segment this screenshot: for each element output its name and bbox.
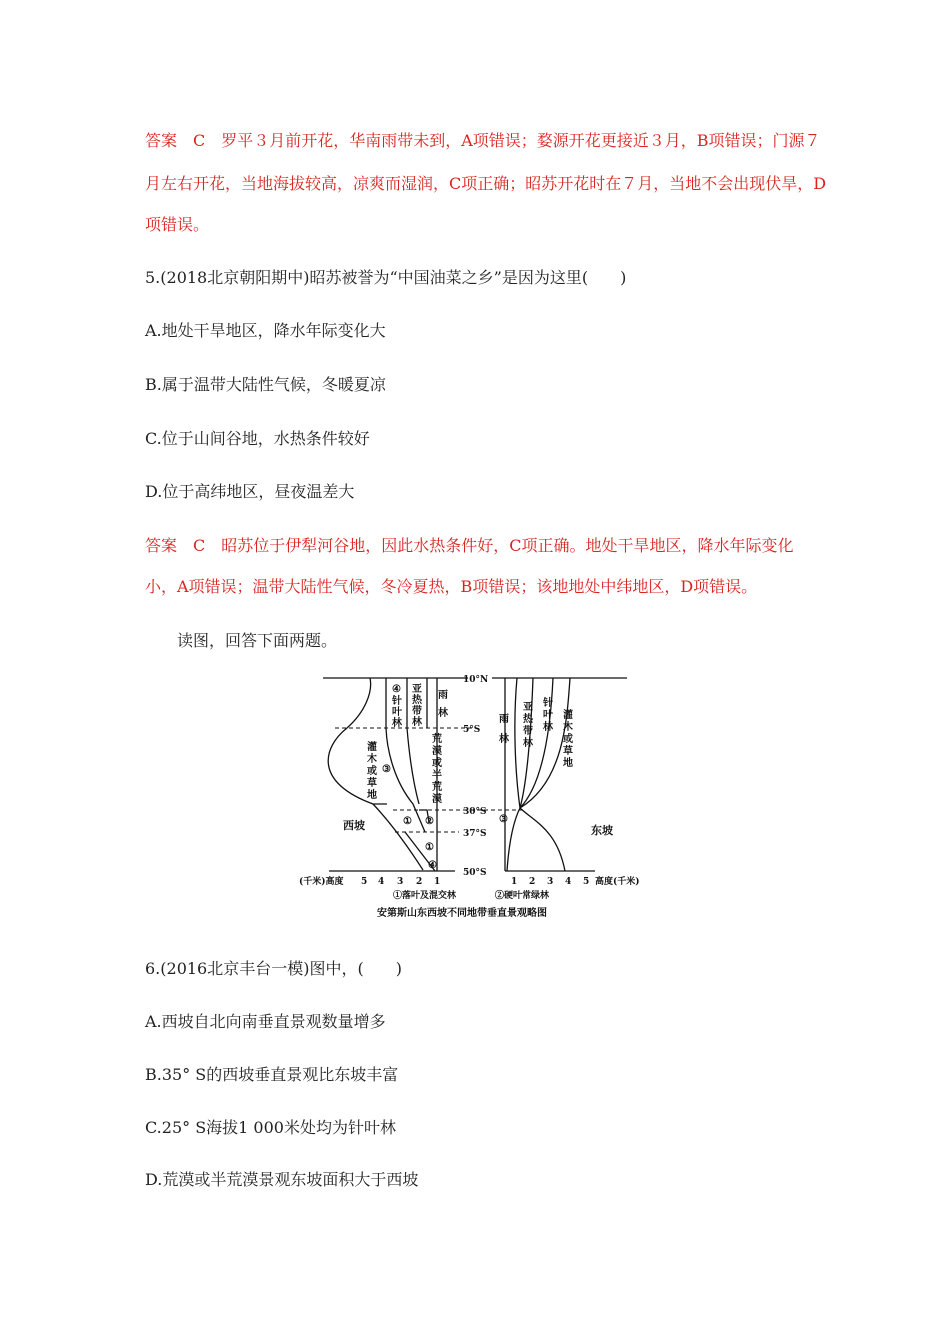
west-zone-1a: ① (403, 816, 412, 827)
west-shrub-char-4: 草 (367, 778, 377, 789)
west-tick-5: 5 (361, 877, 368, 887)
west-shrub-char-3: 或 (367, 766, 377, 777)
west-conifer-char-2: 针 (392, 696, 402, 707)
east-rain-char-1: 雨 (499, 714, 509, 725)
west-shrub-curve (328, 678, 387, 804)
west-subtrop-char-4: 林 (412, 717, 422, 728)
west-desert-right (407, 728, 419, 804)
east-tick-3: 3 (547, 877, 554, 887)
west-rain-char-2: 林 (438, 708, 448, 719)
east-shrub-char-5: 地 (563, 758, 573, 769)
west-shrub-char-5: 地 (367, 790, 377, 801)
east-tick-5: 5 (583, 877, 590, 887)
andes-vertical-zone-diagram (295, 672, 655, 922)
west-tick-3: 3 (397, 877, 404, 887)
figure-intro: 读图，回答下面两题。 (177, 631, 338, 650)
answer1-line2: 月左右开花，当地海拔较高，凉爽而湿润，C项正确；昭苏开花时在７月，当地不会出现伏旱，D (145, 174, 827, 193)
west-lower-boundary (373, 804, 423, 870)
west-zone-2: ② (425, 816, 434, 827)
question5-option-d: D.位于高纬地区，昼夜温差大 (145, 482, 355, 501)
answer1-line3: 项错误。 (145, 215, 210, 234)
west-conifer-char-3: 叶 (392, 707, 402, 718)
east-slope-label: 东坡 (591, 824, 613, 837)
question6-option-d: D.荒漠或半荒漠景观东坡面积大于西坡 (145, 1170, 419, 1189)
east-conifer-char-3: 林 (543, 722, 553, 733)
west-tick-2: 2 (416, 877, 423, 887)
west-desert-char-1: 荒 (432, 734, 442, 745)
question6-option-c: C.25° S海拔1 000米处均为针叶林 (145, 1118, 396, 1137)
question5-option-c: C.位于山间谷地，水热条件较好 (145, 429, 370, 448)
west-axis-title: (千米)高度 (299, 877, 344, 887)
east-subtrop-char-3: 带 (523, 726, 533, 737)
east-tick-4: 4 (565, 877, 572, 887)
question6-stem: 6.(2016北京丰台一模)图中，( ) (145, 959, 402, 978)
west-shrub-char-1: 灌 (367, 742, 377, 753)
east-shrub-char-2: 木 (563, 722, 573, 733)
lat-label-5s: 5°S (463, 725, 481, 735)
east-axis-title: 高度(千米) (595, 877, 640, 887)
east-conifer-char-1: 针 (543, 698, 553, 709)
lat-label-30s: 30°S (463, 807, 487, 817)
west-rain-char-1: 雨 (438, 690, 448, 701)
west-desert-char-4: 半 (432, 770, 442, 781)
lat-label-50s: 50°S (463, 868, 487, 878)
west-zone-3: ③ (382, 764, 391, 775)
question6-option-b: B.35° S的西坡垂直景观比东坡丰富 (145, 1065, 399, 1084)
west-desert-char-2: 漠 (432, 746, 442, 757)
west-desert-char-5: 荒 (432, 782, 442, 793)
east-rain-char-2: 林 (499, 734, 509, 745)
west-subtrop-char-1: 亚 (412, 684, 422, 695)
west-tick-4: 4 (378, 877, 385, 887)
west-conifer-char-4: 林 (392, 718, 402, 729)
east-subtrop-char-1: 亚 (523, 702, 533, 713)
east-zone-3: ③ (499, 814, 508, 825)
west-subtrop-char-3: 带 (412, 706, 422, 717)
legend-deciduous: ①落叶及混交林 (393, 891, 457, 901)
east-rainforest-curve (507, 678, 520, 871)
west-zone-4: ④ (428, 860, 437, 871)
west-subtrop-char-2: 热 (412, 695, 422, 706)
west-slope-label: 西坡 (343, 819, 365, 832)
west-desert-char-6: 漠 (432, 794, 442, 805)
east-tick-1: 1 (511, 877, 518, 887)
question6-option-a: A.西坡自北向南垂直景观数量增多 (145, 1012, 386, 1031)
east-subtrop-char-2: 热 (523, 714, 533, 725)
west-shrub-char-2: 木 (367, 754, 377, 765)
answer2-line1: 答案 C 昭苏位于伊犁河谷地，因此水热条件好，C项正确。地处干旱地区，降水年际变化 (145, 536, 794, 555)
legend-sclerophyll: ②硬叶常绿林 (495, 891, 550, 901)
question5-option-a: A.地处干旱地区，降水年际变化大 (145, 321, 386, 340)
east-shrub-char-3: 或 (563, 734, 573, 745)
west-conifer-char-1: ④ (392, 684, 401, 695)
east-subtrop-char-4: 林 (523, 738, 533, 749)
answer2-line2: 小，A项错误；温带大陆性气候，冬冷夏热，B项错误；该地地处中纬地区，D项错误。 (145, 577, 758, 596)
east-shrub-curve-bottom (520, 808, 565, 871)
east-zone-labels (499, 696, 573, 825)
west-tick-1: 1 (434, 877, 441, 887)
question5-option-b: B.属于温带大陆性气候，冬暖夏凉 (145, 375, 386, 394)
answer1-line1: 答案 C 罗平３月前开花，华南雨带未到，A项错误；婺源开花更接近３月，B项错误；门源７ (145, 131, 821, 150)
question5-stem: 5.(2018北京朝阳期中)昭苏被誉为“中国油菜之乡”是因为这里( ) (145, 268, 627, 287)
east-shrub-char-1: 灌 (563, 710, 573, 721)
east-conifer-char-2: 叶 (543, 710, 553, 721)
lat-label-37s: 37°S (463, 829, 487, 839)
lat-label-10n: 10°N (463, 675, 489, 685)
west-zone-1b: ① (425, 842, 434, 853)
east-tick-2: 2 (529, 877, 536, 887)
west-desert-char-3: 或 (432, 758, 442, 769)
figure-caption: 安第斯山东西坡不同地带垂直景观略图 (377, 908, 547, 919)
east-shrub-char-4: 草 (563, 746, 573, 757)
